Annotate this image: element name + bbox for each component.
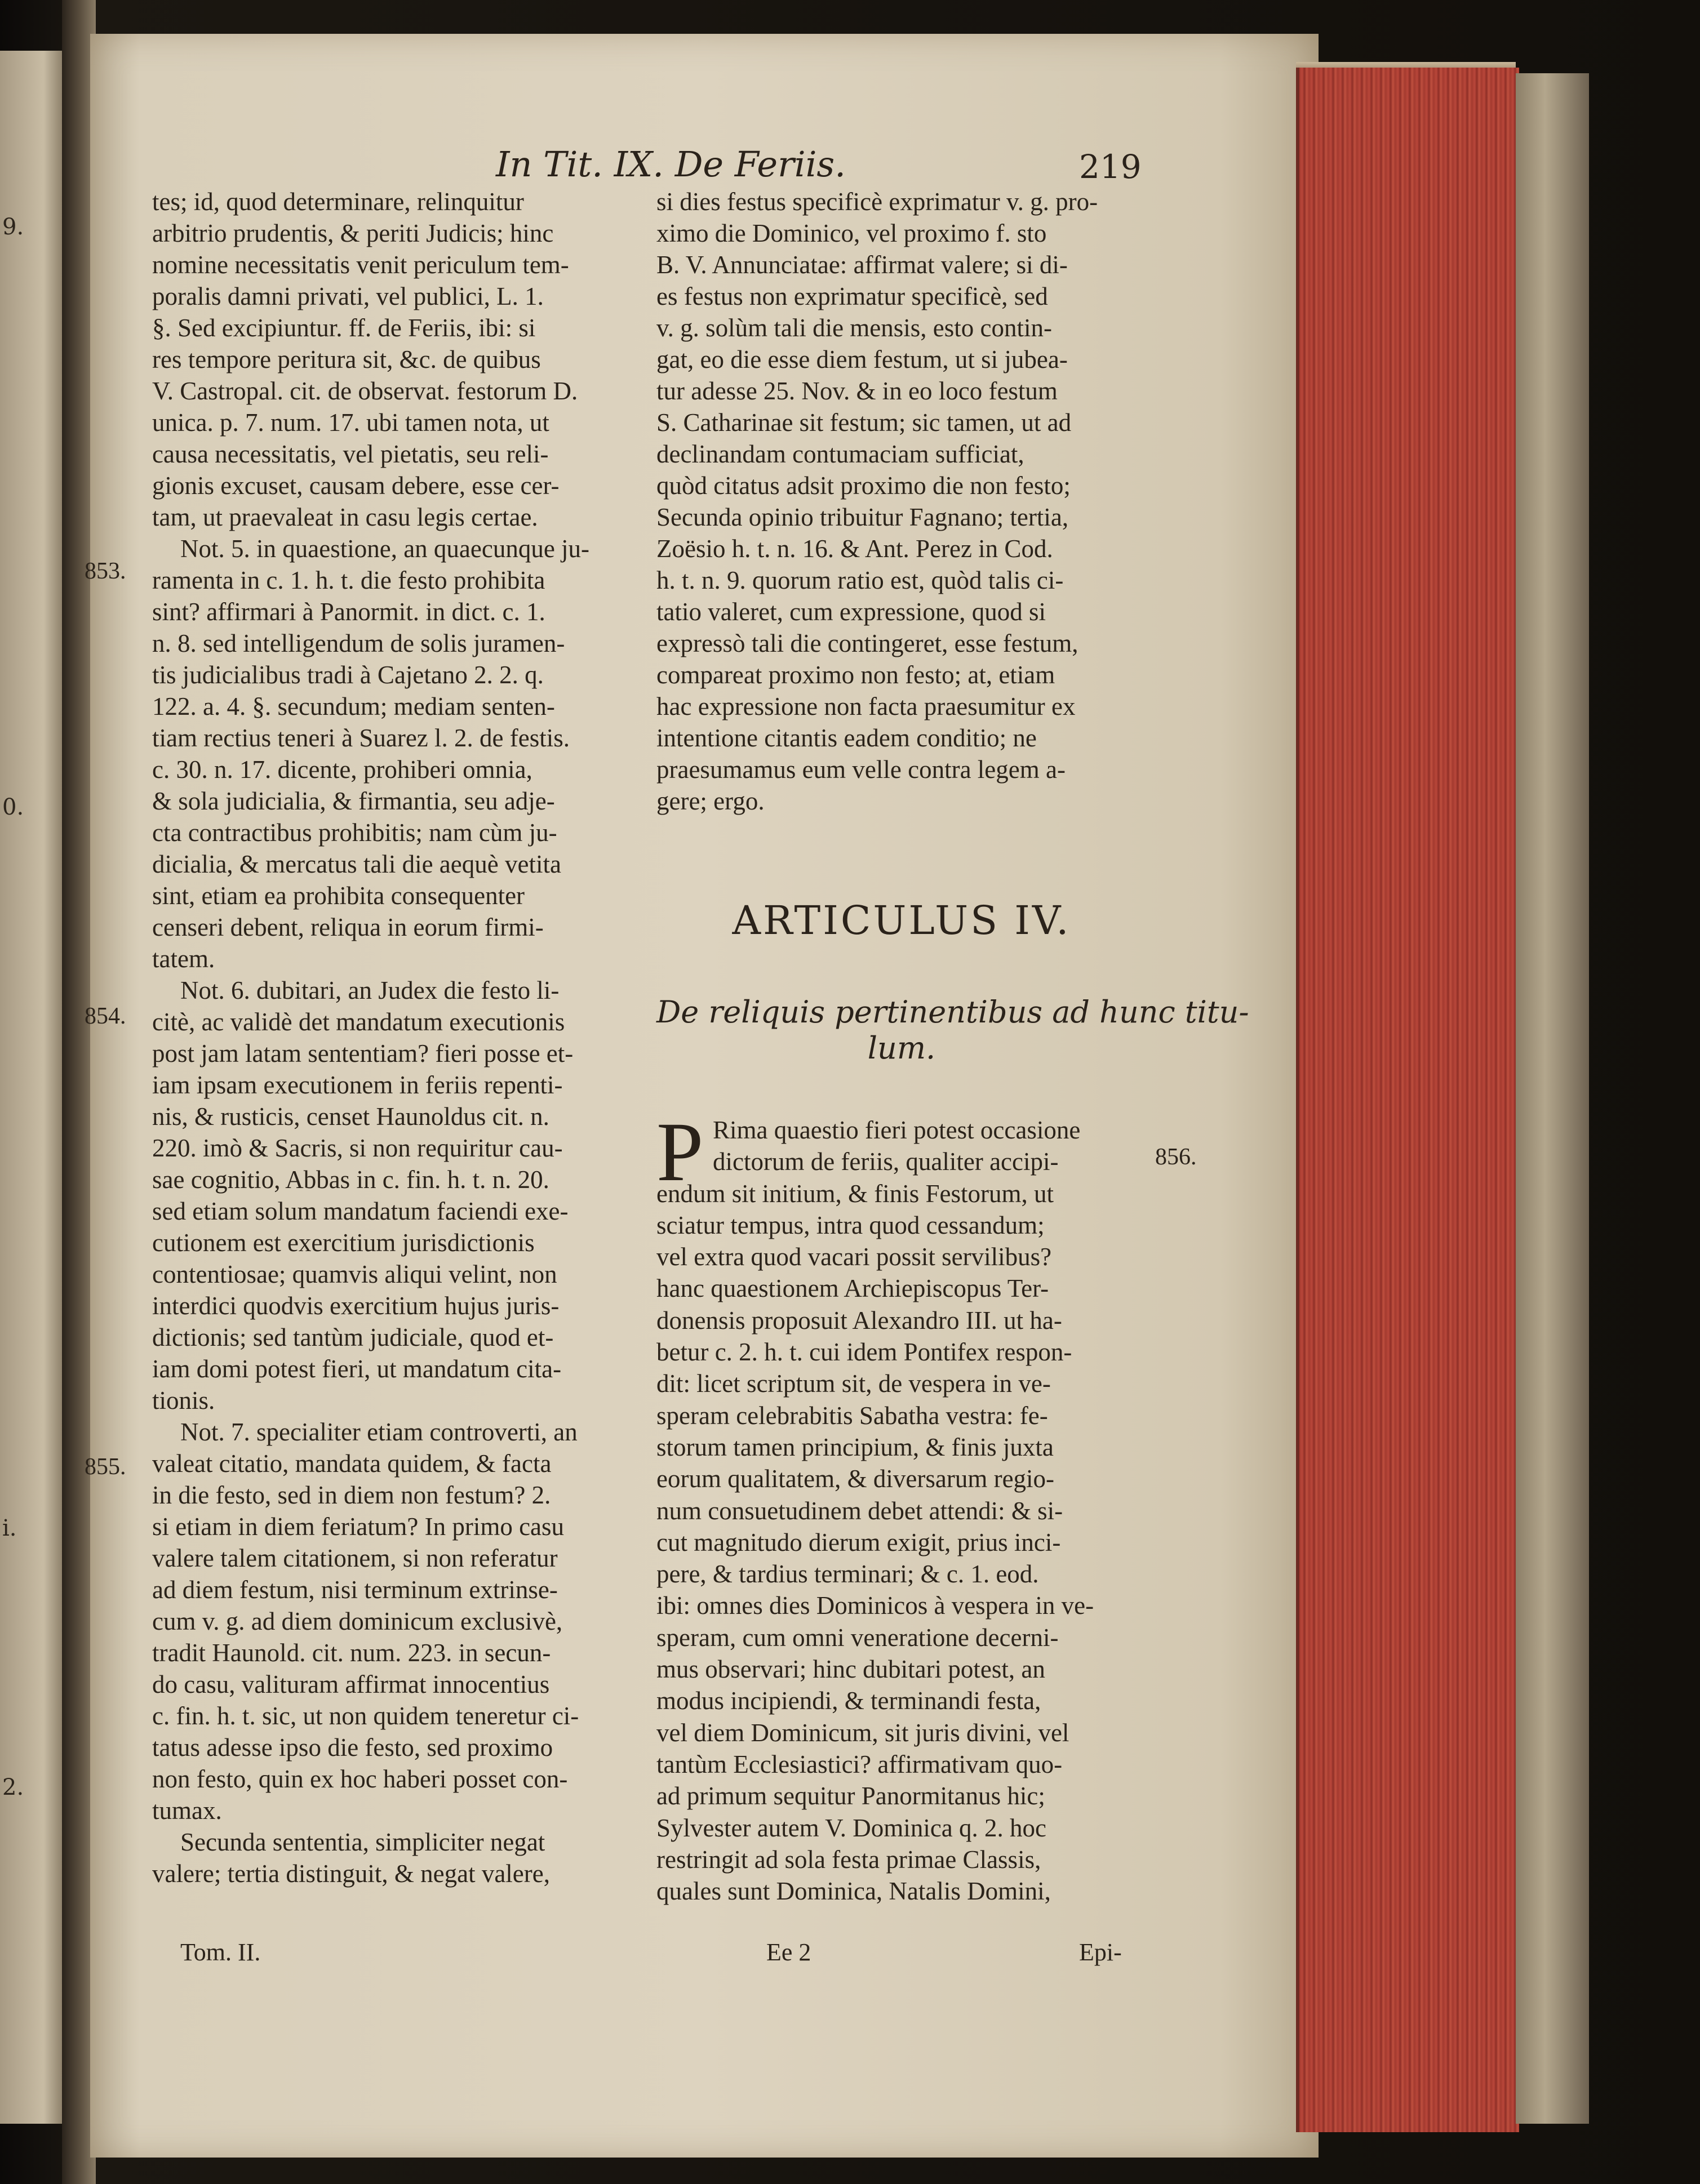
text-line: Secunda sententia, simpliciter negat	[180, 1828, 545, 1856]
article-subtitle	[656, 994, 1249, 1066]
text-line: betur c. 2. h. t. cui idem Pontifex respon-	[656, 1338, 1072, 1367]
right-column	[656, 186, 1147, 817]
text-line: es festus non exprimatur specificè, sed	[656, 282, 1048, 310]
text-line: tatus adesse ipso die festo, sed proximo	[152, 1733, 553, 1762]
volume-signature: Tom. II.	[180, 1938, 261, 1966]
text-line: 122. a. 4. §. secundum; mediam senten-	[152, 692, 555, 720]
text-line: Zoësio h. t. n. 16. & Ant. Perez in Cod.	[656, 535, 1053, 563]
facing-page-fragment: 9.	[2, 214, 24, 240]
text-line: in die festo, sed in diem non festum? 2.	[152, 1481, 551, 1509]
margin-paragraph-number: 855.	[85, 1454, 126, 1480]
text-line: cta contractibus prohibitis; nam cùm ju-	[152, 819, 557, 847]
page-number: 219	[1079, 148, 1142, 186]
text-line: interdici quodvis exercitium hujus juris-	[152, 1292, 560, 1320]
text-line: Not. 5. in quaestione, an quaecunque ju-	[180, 535, 590, 563]
text-line: poralis damni privati, vel publici, L. 1.	[152, 282, 544, 310]
facing-page-edge	[0, 51, 62, 2124]
text-line: speram, cum omni veneratione decerni-	[656, 1623, 1059, 1652]
text-line: tur adesse 25. Nov. & in eo loco festum	[656, 377, 1058, 405]
text-line: censeri debent, reliqua in eorum firmi-	[152, 913, 544, 941]
text-line: expressò tali die contingeret, esse festum,	[656, 629, 1078, 657]
text-line: tiam rectius teneri à Suarez l. 2. de festis.	[152, 724, 570, 752]
text-line: iam ipsam executionem in feriis repenti-	[152, 1071, 563, 1099]
text-line: tis judicialibus tradi à Cajetano 2. 2. q.	[152, 661, 544, 689]
text-line: si dies festus specificè exprimatur v. g. pro-	[656, 188, 1098, 216]
text-line: post jam latam sententiam? fieri posse et-	[152, 1039, 574, 1067]
text-line: ad primum sequitur Panormitanus hic;	[656, 1782, 1045, 1811]
text-line: do casu, valituram affirmat innocentius	[152, 1670, 550, 1698]
text-line: c. 30. n. 17. dicente, prohiberi omnia,	[152, 755, 532, 784]
text-line: h. t. n. 9. quorum ratio est, quòd talis ci-	[656, 566, 1064, 594]
text-line: §. Sed excipiuntur. ff. de Feriis, ibi: si	[152, 314, 536, 342]
article-subtitle-line: De reliquis pertinentibus ad hunc titu-	[656, 994, 1249, 1030]
text-line: compareat proximo non festo; at, etiam	[656, 661, 1055, 689]
text-line: dicialia, & mercatus tali die aequè vetita	[152, 850, 561, 878]
text-line: sciatur tempus, intra quod cessandum;	[656, 1211, 1045, 1239]
text-line: tam, ut praevaleat in casu legis certae.	[152, 503, 538, 531]
text-line: citè, ac validè det mandatum executionis	[152, 1008, 565, 1036]
text-line: valere talem citationem, si non referatur	[152, 1544, 558, 1572]
text-line: modus incipiendi, & terminandi festa,	[656, 1687, 1041, 1715]
text-line: ximo die Dominico, vel proximo f. sto	[656, 219, 1047, 247]
text-line: gionis excuset, causam debere, esse cer-	[152, 472, 560, 500]
article-body	[656, 1114, 1147, 1907]
text-line: Not. 7. specialiter etiam controverti, an	[180, 1418, 578, 1446]
text-line: dictionis; sed tantùm judiciale, quod et-	[152, 1323, 554, 1351]
margin-paragraph-number: 856.	[1155, 1144, 1197, 1170]
text-line: Secunda opinio tribuitur Fagnano; tertia,	[656, 503, 1069, 531]
facing-page-fragment: 0.	[2, 794, 24, 820]
text-line: tumax.	[152, 1796, 222, 1825]
facing-page-fragment: 2.	[2, 1774, 24, 1800]
text-line: arbitrio prudentis, & periti Judicis; hinc	[152, 219, 554, 247]
text-line: B. V. Annunciatae: affirmat valere; si di-	[656, 251, 1068, 279]
text-line: causa necessitatis, vel pietatis, seu reli-	[152, 440, 549, 468]
text-line: cum v. g. ad diem dominicum exclusivè,	[152, 1607, 563, 1635]
text-line: ibi: omnes dies Dominicos à vespera in ve-	[656, 1591, 1094, 1620]
text-line: restringit ad sola festa primae Classis,	[656, 1845, 1041, 1874]
text-line: ad diem festum, nisi terminum extrinse-	[152, 1576, 558, 1604]
text-line: sint, etiam ea prohibita consequenter	[152, 882, 525, 910]
text-line: tatem.	[152, 945, 215, 973]
text-line: endum sit initium, & finis Festorum, ut	[656, 1179, 1054, 1208]
margin-paragraph-number: 854.	[85, 1003, 126, 1029]
facing-page-fragment: i.	[2, 1515, 17, 1541]
text-line: quales sunt Dominica, Natalis Domini,	[656, 1877, 1051, 1906]
text-line: vel extra quod vacari possit servilibus?	[656, 1243, 1052, 1271]
text-line: si etiam in diem feriatum? In primo casu	[152, 1513, 565, 1541]
text-line: pere, & tardius terminari; & c. 1. eod.	[656, 1560, 1039, 1589]
text-line: tatio valeret, cum expressione, quod si	[656, 598, 1046, 626]
text-line: n. 8. sed intelligendum de solis juramen-	[152, 629, 565, 657]
text-line: 220. imò & Sacris, si non requiritur cau-	[152, 1134, 563, 1162]
text-line: gat, eo die esse diem festum, ut si jubea-	[656, 345, 1068, 373]
text-line: dit: licet scriptum sit, de vespera in ve-	[656, 1369, 1051, 1398]
text-line: non festo, quin ex hoc haberi posset con-	[152, 1765, 568, 1793]
red-page-edges	[1296, 68, 1519, 2132]
text-line: tantùm Ecclesiastici? affirmativam quo-	[656, 1750, 1063, 1778]
article-subtitle-line: lum.	[867, 1030, 936, 1066]
text-line: storum tamen principium, & finis juxta	[656, 1433, 1054, 1461]
text-line: c. fin. h. t. sic, ut non quidem teneretur ci-	[152, 1702, 579, 1730]
text-line: vel diem Dominicum, sit juris divini, vel	[656, 1718, 1069, 1747]
text-line: S. Catharinae sit festum; sic tamen, ut ad	[656, 408, 1072, 437]
text-line: gere; ergo.	[656, 787, 765, 815]
text-line: res tempore peritura sit, &c. de quibus	[152, 345, 541, 373]
left-column	[152, 186, 634, 1889]
article-heading: ARTICULUS IV.	[732, 897, 1071, 944]
text-line: Rima quaestio fieri potest occasione	[713, 1116, 1081, 1144]
margin-paragraph-number: 853.	[85, 558, 126, 584]
text-line: hac expressione non facta praesumitur ex	[656, 692, 1076, 720]
text-line: nomine necessitatis venit periculum tem-	[152, 251, 569, 279]
running-header: In Tit. IX. De Feriis.	[496, 144, 846, 185]
text-line: & sola judicialia, & firmantia, seu adje-	[152, 787, 555, 815]
text-line: cutionem est exercitium jurisdictionis	[152, 1229, 535, 1257]
text-line: num consuetudinem debet attendi: & si-	[656, 1496, 1063, 1525]
text-line: sae cognitio, Abbas in c. fin. h. t. n. 20.	[152, 1166, 549, 1194]
text-line: declinandam contumaciam sufficiat,	[656, 440, 1024, 468]
gathering-mark: Ee 2	[766, 1938, 811, 1966]
drop-capital: P	[656, 1105, 704, 1199]
text-line: tradit Haunold. cit. num. 223. in secun-	[152, 1639, 551, 1667]
text-line: contentiosae; quamvis aliqui velint, non	[152, 1260, 557, 1288]
text-line: sed etiam solum mandatum faciendi exe-	[152, 1197, 569, 1225]
text-line: dictorum de feriis, qualiter accipi-	[713, 1147, 1059, 1176]
text-line: quòd citatus adsit proximo die non festo;	[656, 472, 1071, 500]
text-line: nis, & rusticis, censet Haunoldus cit. n.	[152, 1102, 549, 1131]
text-line: ramenta in c. 1. h. t. die festo prohibita	[152, 566, 545, 594]
text-line: hanc quaestionem Archiepiscopus Ter-	[656, 1274, 1049, 1303]
text-line: eorum qualitatem, & diversarum regio-	[656, 1465, 1055, 1493]
text-line: Sylvester autem V. Dominica q. 2. hoc	[656, 1813, 1046, 1842]
text-line: intentione citantis eadem conditio; ne	[656, 724, 1037, 752]
text-line: V. Castropal. cit. de observat. festorum D.	[152, 377, 578, 405]
text-line: valeat citatio, mandata quidem, & facta	[152, 1449, 552, 1478]
text-line: praesumamus eum velle contra legem a-	[656, 755, 1066, 784]
text-line: Not. 6. dubitari, an Judex die festo li-	[180, 976, 560, 1004]
catchword: Epi-	[1079, 1938, 1122, 1966]
text-line: v. g. solùm tali die mensis, esto contin-	[656, 314, 1053, 342]
text-line: cut magnitudo dierum exigit, prius inci-	[656, 1528, 1061, 1556]
text-line: mus observari; hinc dubitari potest, an	[656, 1655, 1045, 1684]
text-line: sint? affirmari à Panormit. in dict. c. 1.	[152, 598, 545, 626]
text-line: speram celebrabitis Sabatha vestra: fe-	[656, 1401, 1048, 1430]
text-line: donensis proposuit Alexandro III. ut ha-	[656, 1306, 1062, 1335]
text-line: tes; id, quod determinare, relinquitur	[152, 188, 524, 216]
text-line: valere; tertia distinguit, & negat valere,	[152, 1860, 550, 1888]
text-line: iam domi potest fieri, ut mandatum cita-	[152, 1355, 562, 1383]
text-line: tionis.	[152, 1386, 215, 1415]
text-line: unica. p. 7. num. 17. ubi tamen nota, ut	[152, 408, 549, 437]
book-cover-board	[1516, 73, 1589, 2124]
